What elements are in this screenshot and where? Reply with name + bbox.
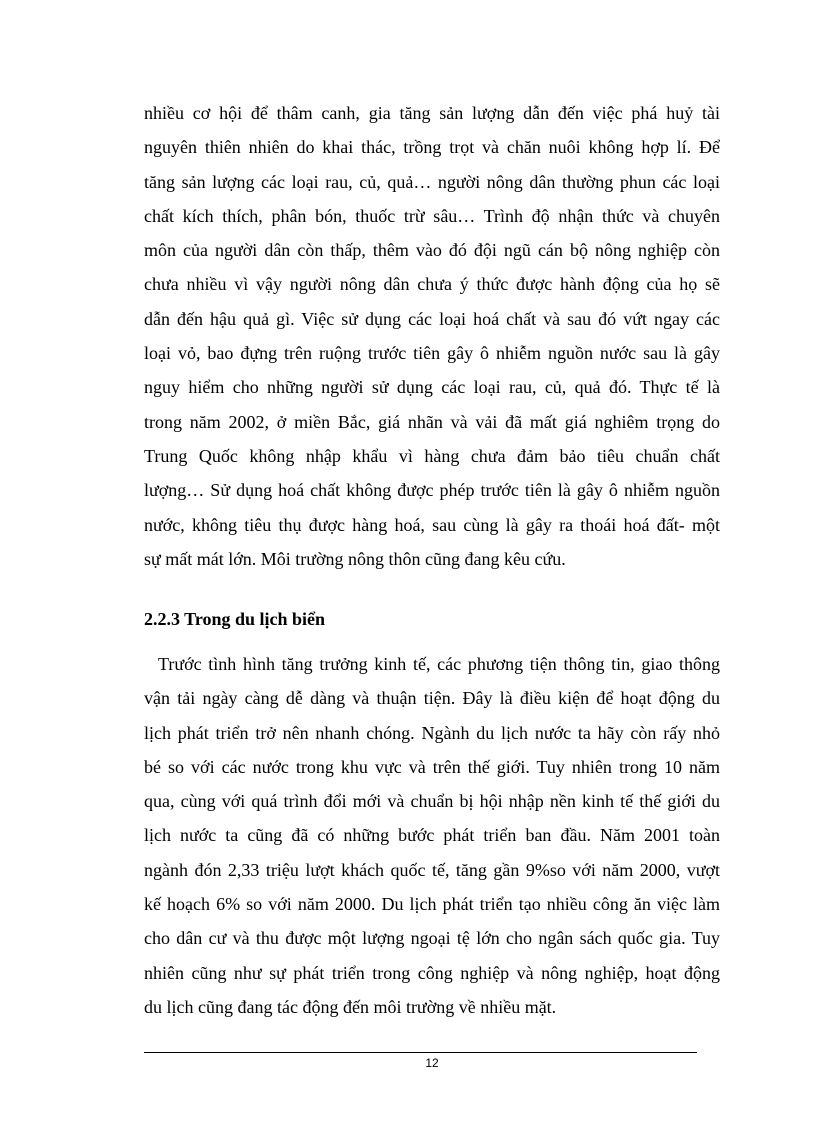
paragraph-tourism: [144, 647, 720, 1024]
text-line: qua, cùng với quá trình đổi mới và chuẩn bị hội nhập nền kinh tế thế giới du: [144, 791, 720, 812]
text-line: cho dân cư và thu được một lượng ngoại tệ lớn cho ngân sách quốc gia. Tuy: [144, 928, 720, 949]
text-line: môn của người dân còn thấp, thêm vào đó đội ngũ cán bộ nông nghiệp còn: [144, 240, 720, 261]
text-line: lịch phát triển trở nên nhanh chóng. Ngành du lịch nước ta hãy còn rấy nhỏ: [144, 722, 720, 743]
footer-divider: [144, 1052, 697, 1053]
text-line: kế hoạch 6% so với năm 2000. Du lịch phát triển tạo nhiều công ăn việc làm: [144, 894, 720, 915]
page-body: [144, 96, 720, 1017]
section-heading: 2.2.3 Trong du lịch biển: [144, 609, 326, 629]
text-line: loại vỏ, bao đựng trên ruộng trước tiên gây ô nhiễm nguồn nước sau là gây: [144, 343, 720, 364]
text-line: lịch nước ta cũng đã có những bước phát triển ban đầu. Năm 2001 toàn: [144, 825, 720, 846]
text-line: vận tải ngày càng dễ dàng và thuận tiện. Đây là điều kiện để hoạt động du: [144, 688, 720, 709]
text-line: chất kích thích, phân bón, thuốc trừ sâu… Trình độ nhận thức và chuyên: [144, 205, 720, 226]
text-line: nguyên thiên nhiên do khai thác, trồng trọt và chăn nuôi không hợp lí. Để: [144, 137, 720, 158]
text-line: nguy hiểm cho những người sử dụng các loại rau, củ, quả đó. Thực tế là: [144, 377, 720, 398]
text-line: nhiều cơ hội để thâm canh, gia tăng sản lượng dẫn đến việc phá huỷ tài: [144, 103, 720, 123]
text-line: bé so với các nước trong khu vực và trên thế giới. Tuy nhiên trong 10 năm: [144, 756, 720, 777]
text-line: Trung Quốc không nhập khẩu vì hàng chưa đảm bảo tiêu chuẩn chất: [144, 445, 720, 466]
text-line: nhiên cũng như sự phát triển trong công nghiệp và nông nghiệp, hoạt động: [144, 962, 720, 983]
text-line: dẫn đến hậu quả gì. Việc sử dụng các loại hoá chất và sau đó vứt ngay các: [144, 308, 720, 329]
page-number: 12: [425, 1056, 439, 1070]
text-line: Trước tình hình tăng trưởng kinh tế, các phương tiện thông tin, giao thông: [158, 654, 720, 674]
text-line: tăng sản lượng các loại rau, củ, quả… người nông dân thường phun các loại: [144, 171, 720, 192]
text-line: lượng… Sử dụng hoá chất không được phép trước tiên là gây ô nhiễm nguồn: [144, 480, 720, 501]
text-line: chưa nhiều vì vậy người nông dân chưa ý thức được hành động của họ sẽ: [144, 274, 720, 295]
text-line: trong năm 2002, ở miền Bắc, giá nhãn và vải đã mất giá nghiêm trọng do: [144, 411, 720, 432]
text-line: du lịch cũng đang tác động đến môi trường về nhiều mặt.: [144, 996, 557, 1017]
paragraph-agriculture: [144, 96, 720, 576]
text-line: ngành đón 2,33 triệu lượt khách quốc tế, tăng gần 9%so với năm 2000, vượt: [144, 859, 720, 880]
text-line: sự mất mát lớn. Môi trường nông thôn cũng đang kêu cứu.: [144, 548, 566, 569]
text-line: nước, không tiêu thụ được hàng hoá, sau cùng là gây ra thoái hoá đất- một: [144, 514, 720, 535]
